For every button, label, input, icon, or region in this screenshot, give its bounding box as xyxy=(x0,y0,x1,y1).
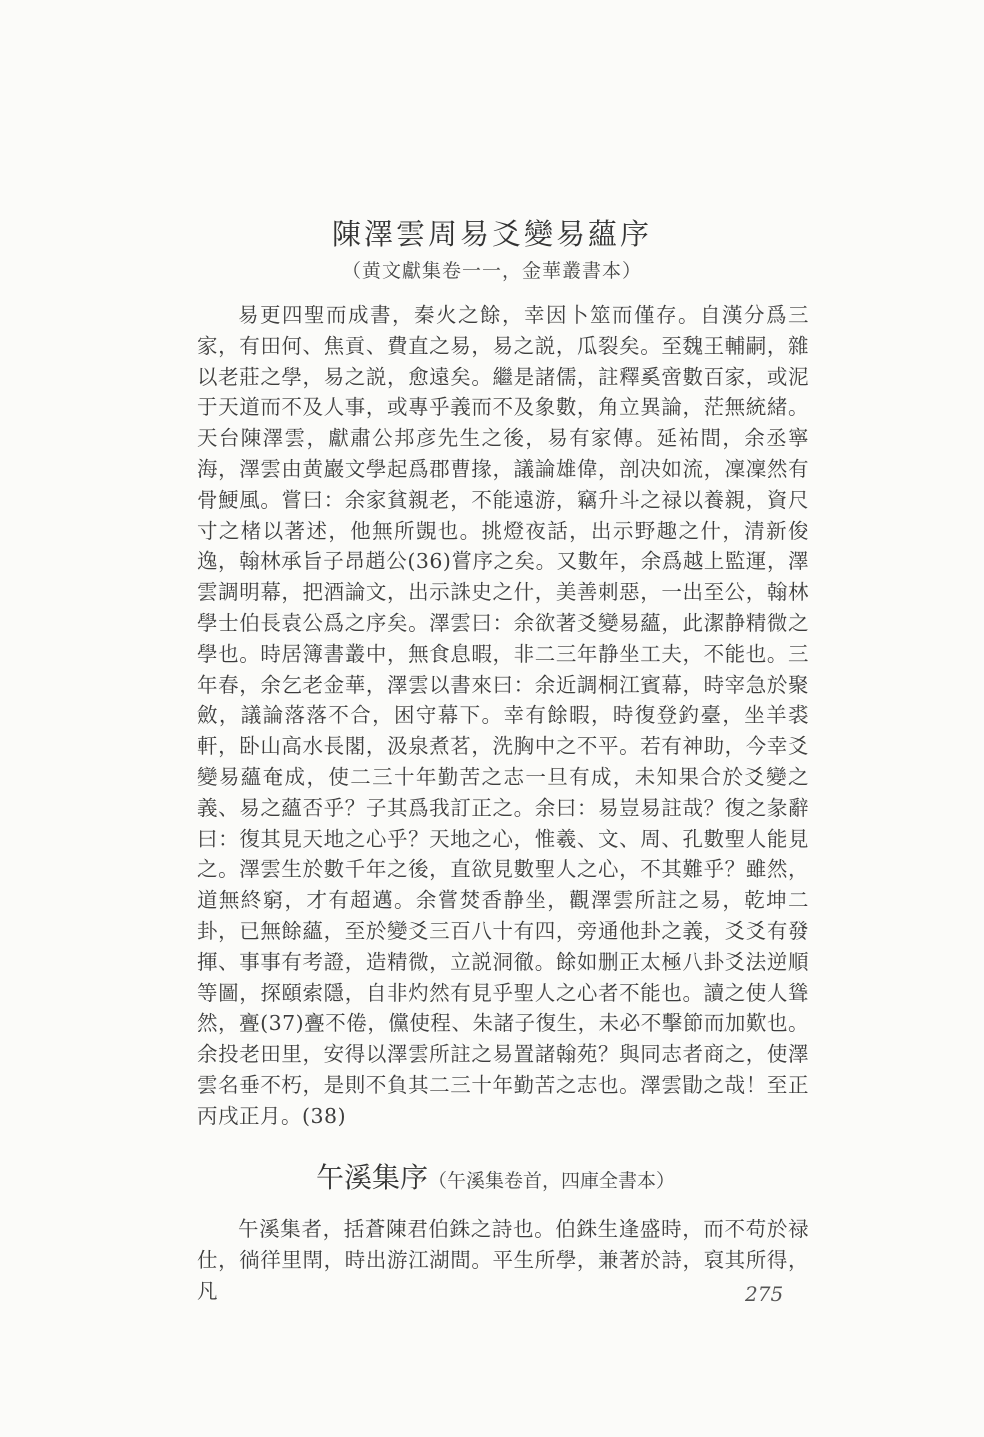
section2-heading xyxy=(316,1160,675,1199)
section2-subtitle: （午溪集卷首，四庫全書本） xyxy=(428,1170,676,1192)
page-number: 275 xyxy=(745,1282,784,1306)
section1-subtitle: （黄文獻集卷一一，金華叢書本） xyxy=(341,260,642,282)
section2-title: 午溪集序 xyxy=(316,1161,429,1194)
section1-body: 易更四聖而成書，秦火之餘，幸因卜筮而僅存。自漢分爲三家，有田何、焦貢、費直之易，易之説，瓜裂矣。至魏王輔嗣，雜以老莊之學，易之説，愈遠矣。繼是諸儒，註釋奚啻數百家，或泥于天道而不及人事，或專乎義而不及象數，角立異論，茫無統緒。天台陳澤雲，獻肅公邦彦先生之後，易有家傳。延祐間，余丞寧海，澤雲由黄巖文學起爲郡曹掾，議論雄偉，剖决如流，凜凜然有骨鯁風。嘗曰：余家貧親老，不能遠游，竊升斗之禄以養親，資尺寸之楮以著述，他無所覬也。挑燈夜話，出示野趣之什，清新俊逸，翰林承旨子昂趙公(36)嘗序之矣。又數年，余爲越上監運，澤雲調明幕，把酒論文，出示誅史之什，美善刺惡，一出至公，翰林學士伯長袁公爲之序矣。澤雲曰：余欲著爻變易蘊，此潔静精微之學也。時居簿書叢中，無食息暇，非二三年静坐工夫，不能也。三年春，余乞老金華，澤雲以書來曰：余近調桐江賓幕，時宰急於聚斂，議論落落不合，困守幕下。幸有餘暇，時復登釣臺，坐羊裘軒，卧山高水長閣，汲泉煮茗，洗胸中之不平。若有神助，今幸爻變易蘊奄成，使二三十年勤苦之志一旦有成，未知果合於爻變之義、易之蘊否乎？子其爲我訂正之。余曰：易豈易註哉？復之彖辭曰：復其見天地之心乎？天地之心，惟羲、文、周、孔數聖人能見之。澤雲生於數千年之後，直欲見數聖人之心，不其難乎？雖然，道無終窮，才有超邁。余嘗焚香静坐，觀澤雲所註之易，乾坤二卦，已無餘蘊，至於變爻三百八十有四，旁通他卦之義，爻爻有發揮、事事有考證，造精微，立説洞徹。餘如删正太極八卦爻法逆順等圖，探頤索隱，自非灼然有見乎聖人之心者不能也。讀之使人聳然，亹(37)亹不倦，儻使程、朱諸子復生，未必不擊節而加歎也。余投老田里，安得以澤雲所註之易置諸翰苑？與同志者商之，使澤雲名垂不朽，是則不負其二三十年勤苦之志也。澤雲勖之哉！至正丙戌正月。(38) xyxy=(197,303,809,1128)
section1-title: 陳澤雲周易爻變易蘊序 xyxy=(331,217,652,251)
section2-body: 午溪集者，括蒼陳君伯銖之詩也。伯銖生逢盛時，而不苟於禄仕，徜徉里閈，時出游江湖間。平生所學，兼著於詩，裒其所得，凡 xyxy=(197,1217,809,1303)
